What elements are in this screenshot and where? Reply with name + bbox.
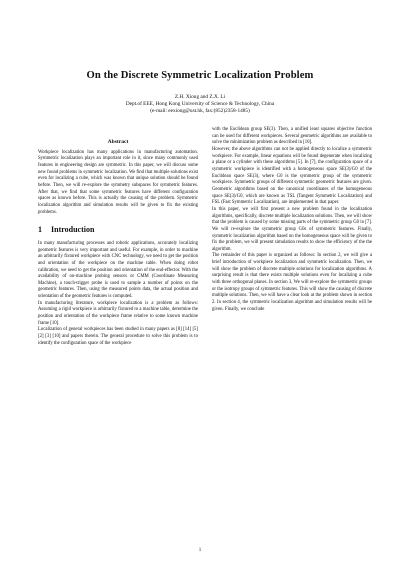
contact-info: (e-mail: eexiong@ust.hk, fax:(852)2358-1485) xyxy=(150,108,250,114)
left-column xyxy=(38,127,198,347)
abstract-text: Workpiece localization has many applications in manufacturing automation. Symmetric localization plays an important role in it, since many commonly used features in engineering design are symmetric. In this paper, we will discuss some new found problems in symmetric localization. We find that multiple solutions exist even for localizing a cube, which was known that unique solution should be found before. Then, we will re-explore the symmetry subspaces for symmetric features. After that, we find that some symmetric features have different configuration spaces as known before. This is actually the causing of the problem. Symmetric localization algorithm and simulation results will be given to fix the existing problems. xyxy=(38,149,198,215)
abstract-heading: Abstract xyxy=(107,139,129,145)
section-number: 1 xyxy=(38,225,42,235)
right-column xyxy=(212,127,372,313)
body-paragraph: with the Euclidean group SE(3). Then, a unified least squares objective function can be used for different workpieces. Several geometric algorithms are available to solve the minimization problem as described in [10]. xyxy=(212,127,372,146)
intro-paragraph: In many manufacturing processes and robotic applications, accurately localizing geometric features is very important and useful. For example, in order to machine an arbitrarily fixtured workpiece with CNC technology, we need to get the position and orientation of the workpiece on the machine table. When doing robot calibration, we need to get the position and orientation of the end-effector. With the availability of on-machine probing sensors or CMM (Coordinate Measuring Machine), a touch-trigger probe is used to sample a number of points on the geometric features. Then, using the measured points data, the actual position and orientation of the geometric features is computed. xyxy=(38,240,198,300)
section-heading xyxy=(38,227,198,234)
intro-paragraph: In manufacturing literature, workpiece localization is a problem as follows: Assuming a rigid workpiece is arbitrarily fixtured to a machine table, determine the position and orientation of the workpiece frame relative to some known machine frame [10]. xyxy=(38,300,198,326)
page-number: 1 xyxy=(198,548,202,553)
body-paragraph: In this paper, we will first present a new problem found in the localization algorithms, specifically, discrete multiple localization solutions. Then, we will show that the problem is caused by some missing parts of the symmetric group G0 in [7]. We will re-explore the symmetric group G0s of symmetric features. Finally, symmetric localization algorithm based on the homogeneous space will be given to fix the problem, we will present simulation results to show the efficiency of the the algorithm. xyxy=(212,206,372,252)
paper-title: On the Discrete Symmetric Localization Problem xyxy=(86,70,314,81)
affiliation: Dept.of EEE, Hong Kong University of Science & Technology, China xyxy=(125,101,275,107)
intro-paragraph: Localization of general workpieces has been studied in many papers as [8] [14] [5] [2] [3] [10] and papers therein. The general procedure to solve this problem is to identify the configuration space of the workpiece xyxy=(38,327,198,346)
body-paragraph: However, the above algorithms can not be applied directly to localize a symmetric workpiece. For example, linear equations will be found degenerate when localizing a plane or a cylinder with these algorithms [5]. In [7], the configuration space of a symmetric workpiece is identified with a homogeneous space SE(3)/G0 of the Euclidean space SE(3), where G0 is the symmetric group of the symmetric workpiece. Symmetric groups of different symmetric geometric features are given. Geometric algorithms based on the canonical coordinates of the homogeneous space SE(3)/G0, which are known as TSL (Tangent Symmetric Localization) and FSL (Fast Symmetric Localization), are implemented in that paper. xyxy=(212,146,372,206)
section-title: Introduction xyxy=(51,225,95,235)
body-paragraph: The remainder of this paper is organized as follows: In section 2, we will give a brief introduction of workpiece localization and symmetric localization. Then, we will show the problem of discrete multiple solutions for localization algorithms. A surprising result is that there exists multiple solutions even for localizing a cube with three orthogonal planes. In section 3, We will re-explore the symmetric groups or the isotropy groups of symmetric features. This will show the causing of discrete multiple solutions. Then, we will have a clear look at the problem shown in section 2. In section 4, the symmetric localization algorithm and simulation results will be given. Finally, we conclude xyxy=(212,253,372,312)
authors: Z.H. Xiong and Z.X. Li xyxy=(174,94,226,100)
author-block xyxy=(0,94,400,115)
